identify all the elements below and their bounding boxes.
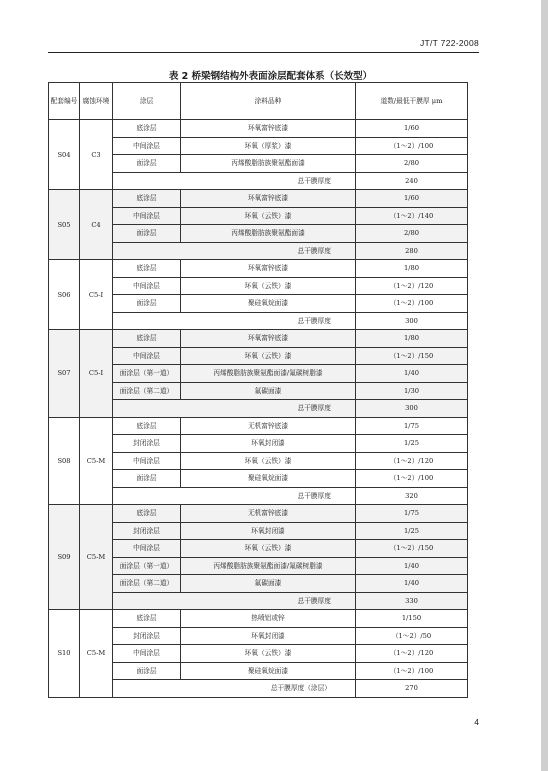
table-row [49,330,468,348]
table-row [49,190,468,208]
coats-min-thickness: （1～2）/100 [356,470,468,488]
coating-layer: 面涂层 [113,470,181,488]
coating-product: 热喷铝或锌 [181,610,356,628]
table-body [49,120,468,698]
system-code: S09 [49,505,80,610]
coating-layer: 底涂层 [113,330,181,348]
total-label: 总干膜厚度（涂层） [113,680,356,698]
coating-layer: 中间涂层 [113,137,181,155]
table-header-row [49,83,468,120]
coating-layer: 封闭涂层 [113,435,181,453]
coating-layer: 面涂层 [113,155,181,173]
coats-min-thickness: （1～2）/100 [356,137,468,155]
coats-min-thickness: 1/80 [356,260,468,278]
header-layer: 涂层 [113,83,181,120]
coating-product: 环氧富锌底漆 [181,330,356,348]
coats-min-thickness: 2/80 [356,225,468,243]
coating-layer: 面涂层 [113,295,181,313]
standard-number: JT/T 722-2008 [419,38,479,48]
coating-layer: 面涂层（第一道） [113,365,181,383]
total-thickness: 330 [356,592,468,610]
header-environment: 腐蚀环境 [80,83,113,120]
coating-layer: 封闭涂层 [113,627,181,645]
coating-layer: 中间涂层 [113,645,181,663]
coats-min-thickness: （1～2）/120 [356,277,468,295]
coating-layer: 面涂层 [113,662,181,680]
coats-min-thickness: （1～2）/150 [356,347,468,365]
coating-product: 环氧封闭漆 [181,522,356,540]
total-thickness: 280 [356,242,468,260]
coats-min-thickness: 1/75 [356,505,468,523]
coats-min-thickness: 1/80 [356,330,468,348]
coating-product: 环氧富锌底漆 [181,120,356,138]
table-row [49,610,468,628]
total-label: 总干膜厚度 [113,592,356,610]
coating-product: 丙烯酸脂肪族聚氨酯面漆/氟碳树脂漆 [181,557,356,575]
corrosion-environment: C3 [80,120,113,190]
coats-min-thickness: （1～2）/100 [356,295,468,313]
coating-product: 丙烯酸脂肪族聚氨酯面漆 [181,225,356,243]
total-thickness: 240 [356,172,468,190]
coating-product: 无机富锌底漆 [181,505,356,523]
coating-layer: 底涂层 [113,120,181,138]
coats-min-thickness: 1/25 [356,435,468,453]
coating-layer: 面涂层（第二道） [113,575,181,593]
system-code: S07 [49,330,80,418]
coating-product: 环氧（云铁）漆 [181,347,356,365]
table-row [49,417,468,435]
coating-product: 聚硅氧烷面漆 [181,662,356,680]
coating-product: 聚硅氧烷面漆 [181,470,356,488]
coating-product: 环氧富锌底漆 [181,190,356,208]
header-rule [48,52,479,53]
coats-min-thickness: 1/25 [356,522,468,540]
header-product: 涂料品种 [181,83,356,120]
corrosion-environment: C5-M [80,505,113,610]
coats-min-thickness: 1/60 [356,120,468,138]
header-thickness: 道数/最低干膜厚 μm [356,83,468,120]
coating-system-table [48,82,468,698]
corrosion-environment: C5-I [80,330,113,418]
coats-min-thickness: （1～2）/120 [356,645,468,663]
total-label: 总干膜厚度 [113,400,356,418]
corrosion-environment: C5-M [80,417,113,505]
total-label: 总干膜厚度 [113,312,356,330]
total-thickness: 320 [356,487,468,505]
coating-product: 环氧封闭漆 [181,627,356,645]
coating-product: 聚硅氧烷面漆 [181,295,356,313]
coating-product: 无机富锌底漆 [181,417,356,435]
system-code: S04 [49,120,80,190]
page-edge-shadow [541,0,548,771]
coating-layer: 底涂层 [113,190,181,208]
table-caption: 表 2 桥梁钢结构外表面涂层配套体系（长效型） [168,71,373,82]
corrosion-environment: C5-M [80,610,113,698]
coating-product: 环氧封闭漆 [181,435,356,453]
coating-product: 环氧（厚浆）漆 [181,137,356,155]
corrosion-environment: C4 [80,190,113,260]
coating-layer: 底涂层 [113,505,181,523]
coats-min-thickness: （1～2）/140 [356,207,468,225]
total-thickness: 300 [356,400,468,418]
coating-product: 丙烯酸脂肪族聚氨酯面漆 [181,155,356,173]
page-number: 4 [474,717,479,727]
coating-layer: 中间涂层 [113,207,181,225]
table-row [49,505,468,523]
coating-product: 氟碳面漆 [181,575,356,593]
system-code: S05 [49,190,80,260]
total-thickness: 270 [356,680,468,698]
coating-layer: 中间涂层 [113,540,181,558]
coats-min-thickness: 1/40 [356,557,468,575]
header-code: 配套编号 [49,83,80,120]
coating-product: 氟碳面漆 [181,382,356,400]
coating-layer: 面涂层（第一道） [113,557,181,575]
coats-min-thickness: 2/80 [356,155,468,173]
coating-layer: 中间涂层 [113,452,181,470]
coats-min-thickness: （1～2）/150 [356,540,468,558]
total-thickness: 300 [356,312,468,330]
coats-min-thickness: 1/40 [356,575,468,593]
coating-layer: 中间涂层 [113,347,181,365]
coating-product: 丙烯酸脂肪族聚氨酯面漆/氟碳树脂漆 [181,365,356,383]
coats-min-thickness: （1～2）/100 [356,662,468,680]
coating-product: 环氧富锌底漆 [181,260,356,278]
coats-min-thickness: 1/30 [356,382,468,400]
coats-min-thickness: （1～2）/50 [356,627,468,645]
total-label: 总干膜厚度 [113,487,356,505]
coating-layer: 中间涂层 [113,277,181,295]
system-code: S06 [49,260,80,330]
system-code: S08 [49,417,80,505]
coats-min-thickness: 1/150 [356,610,468,628]
coating-layer: 面涂层 [113,225,181,243]
coats-min-thickness: 1/40 [356,365,468,383]
coating-product: 环氧（云铁）漆 [181,540,356,558]
coating-product: 环氧（云铁）漆 [181,207,356,225]
system-code: S10 [49,610,80,698]
corrosion-environment: C5-I [80,260,113,330]
total-label: 总干膜厚度 [113,242,356,260]
table-row [49,120,468,138]
coating-product: 环氧（云铁）漆 [181,645,356,663]
coats-min-thickness: 1/75 [356,417,468,435]
coating-layer: 底涂层 [113,610,181,628]
coating-layer: 底涂层 [113,260,181,278]
table-row [49,260,468,278]
coats-min-thickness: （1～2）/120 [356,452,468,470]
coating-product: 环氧（云铁）漆 [181,452,356,470]
total-label: 总干膜厚度 [113,172,356,190]
coating-layer: 底涂层 [113,417,181,435]
coats-min-thickness: 1/60 [356,190,468,208]
coating-layer: 封闭涂层 [113,522,181,540]
coating-layer: 面涂层（第二道） [113,382,181,400]
coating-product: 环氧（云铁）漆 [181,277,356,295]
